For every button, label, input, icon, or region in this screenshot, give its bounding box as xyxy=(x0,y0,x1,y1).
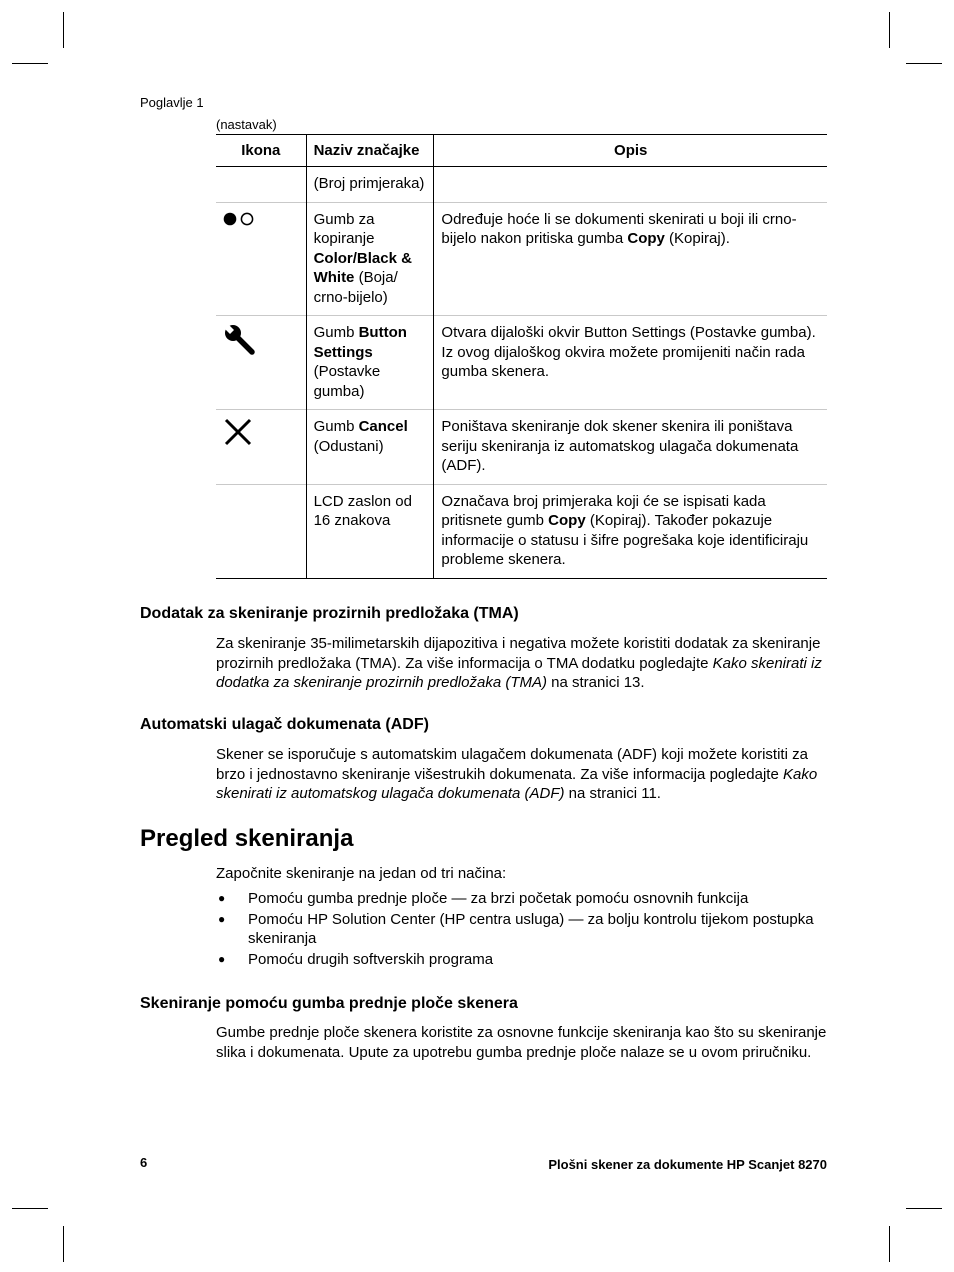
feature-description: Otvara dijaloški okvir Button Settings (Postavke gumba). Iz ovog dijaloškog okvira možete promijeniti način rada gumba skenera. xyxy=(434,316,827,410)
icon-cell xyxy=(216,410,306,485)
color-bw-icon xyxy=(223,210,255,228)
feature-description: Poništava skeniranje dok skener skenira ili poništava seriju skeniranja iz automatskog ulagača dokumenata (ADF). xyxy=(434,410,827,485)
crop-mark xyxy=(63,12,64,48)
cancel-x-icon xyxy=(223,417,253,447)
crop-mark xyxy=(906,63,942,64)
crop-mark xyxy=(889,1226,890,1262)
table-row xyxy=(216,202,827,316)
list-item: ● Pomoću HP Solution Center (HP centra usluga) — za bolju kontrolu tijekom postupka skeniranja xyxy=(216,910,828,949)
table-row xyxy=(216,316,827,410)
section-body-adf: Skener se isporučuje s automatskim ulagačem dokumenata (ADF) koji možete koristiti za brzo i jednostavno skeniranje višestrukih dokumenata. Za više informacija pogledajte Kako skenirati iz automatskog ulagača dokumenata (ADF) na stranici 11. xyxy=(216,746,818,802)
table-row xyxy=(216,167,827,203)
column-header-icon: Ikona xyxy=(216,135,306,167)
icon-cell xyxy=(216,316,306,410)
footer-title: Plošni skener za dokumente HP Scanjet 8270 xyxy=(548,1157,827,1172)
feature-name: Gumb za kopiranje Color/Black & White (Boja/ crno-bijelo) xyxy=(306,202,434,316)
list-item: ● Pomoću drugih softverskih programa xyxy=(216,950,828,970)
crop-mark xyxy=(906,1208,942,1209)
page-title: Pregled skeniranja xyxy=(140,825,354,852)
section-body-front-panel: Gumbe prednje ploče skenera koristite za osnovne funkcije skeniranja kao što su skeniranje slika i dokumenata. Upute za upotrebu gumba prednje ploče nalaze se u ovom priručniku. xyxy=(216,1024,827,1061)
icon-cell xyxy=(216,167,306,203)
feature-name: Gumb Button Settings (Postavke gumba) xyxy=(306,316,434,410)
continued-label: (nastavak) xyxy=(216,117,277,132)
chapter-label: Poglavlje 1 xyxy=(140,95,204,110)
feature-description: Označava broj primjeraka koji će se ispisati kada pritisnete gumb Copy (Kopiraj). Također pokazuje informacije o statusu i šifre pogrešaka koje identificiraju probleme skenera. xyxy=(434,484,827,578)
overview-intro: Započnite skeniranje na jedan od tri načina: xyxy=(216,865,507,882)
feature-description: Određuje hoće li se dokumenti skenirati u boji ili crno-bijelo nakon pritiska gumba Copy (Kopiraj). xyxy=(434,202,827,316)
section-heading-adf: Automatski ulagač dokumenata (ADF) xyxy=(140,716,429,733)
icon-cell xyxy=(216,202,306,316)
table-header-row xyxy=(216,135,827,167)
icon-cell xyxy=(216,484,306,578)
feature-description xyxy=(434,167,827,203)
feature-name: (Broj primjeraka) xyxy=(306,167,434,203)
feature-name: LCD zaslon od 16 znakova xyxy=(306,484,434,578)
crop-mark xyxy=(12,63,48,64)
crop-mark xyxy=(12,1208,48,1209)
crop-mark xyxy=(63,1226,64,1262)
wrench-icon xyxy=(223,323,257,357)
feature-name: Gumb Cancel (Odustani) xyxy=(306,410,434,485)
page-number: 6 xyxy=(140,1155,148,1170)
section-heading-tma: Dodatak za skeniranje prozirnih predložaka (TMA) xyxy=(140,605,519,622)
column-header-name: Naziv značajke xyxy=(306,135,434,167)
overview-list xyxy=(216,889,828,970)
crop-mark xyxy=(889,12,890,48)
table-row xyxy=(216,410,827,485)
feature-table xyxy=(216,134,827,579)
list-item: ● Pomoću gumba prednje ploče — za brzi početak pomoću osnovnih funkcija xyxy=(216,889,828,909)
section-heading-front-panel: Skeniranje pomoću gumba prednje ploče skenera xyxy=(140,995,518,1012)
table-row xyxy=(216,484,827,578)
column-header-description: Opis xyxy=(434,135,827,167)
section-body-tma: Za skeniranje 35-milimetarskih dijapozitiva i negativa možete koristiti dodatak za skeniranje prozirnih predložaka (TMA). Za više informacija o TMA dodatku pogledajte Kako skenirati iz dodatka za skeniranje prozirnih predložaka (TMA) na stranici 13. xyxy=(216,635,822,691)
